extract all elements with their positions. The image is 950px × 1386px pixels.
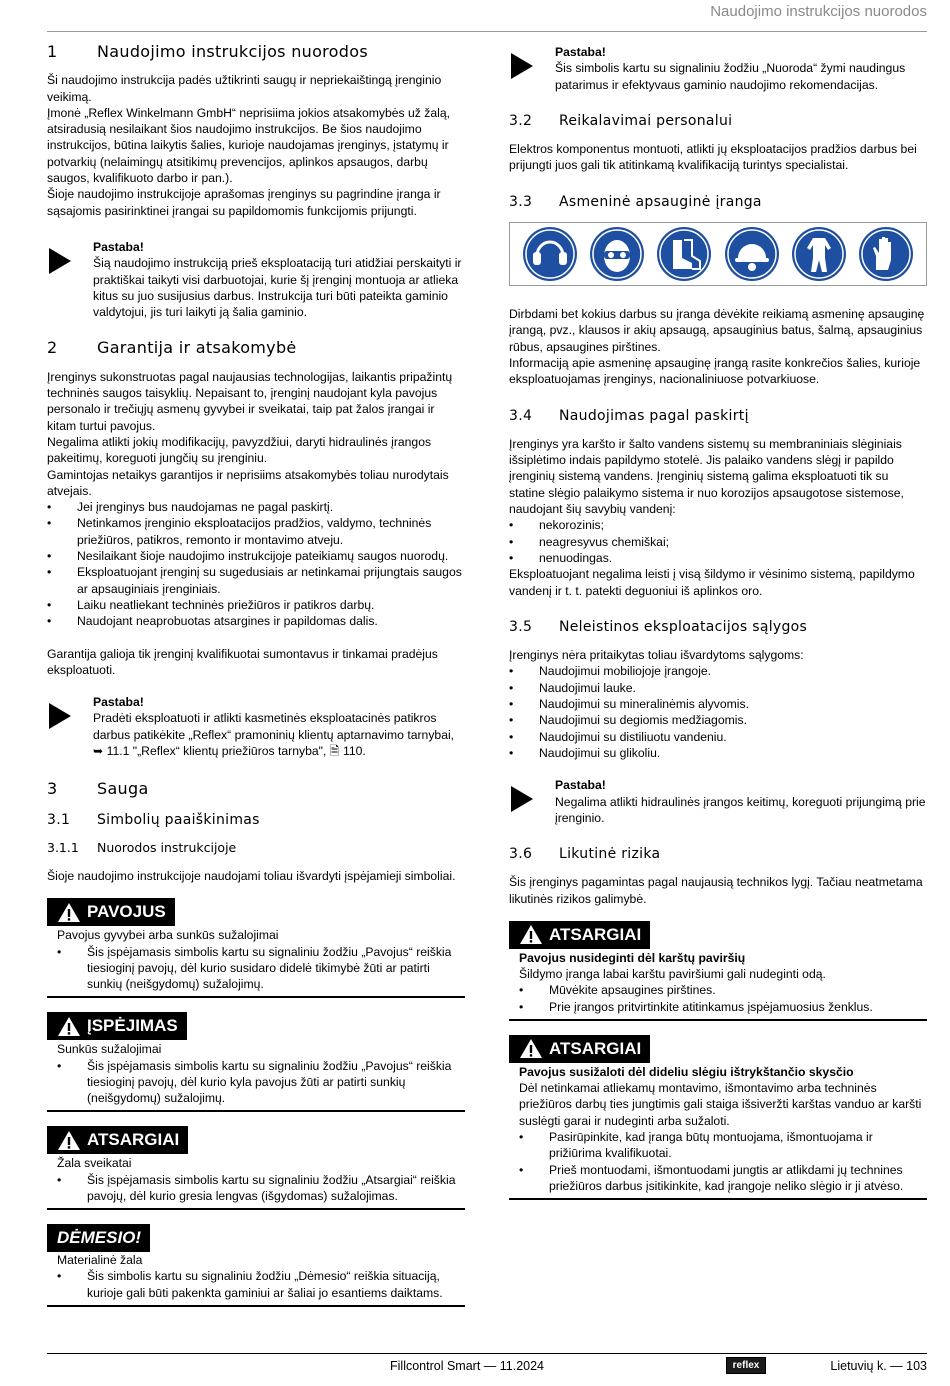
header-rule (47, 31, 927, 32)
section-number: 3.6 (509, 846, 533, 863)
section-title: Simbolių paaiškinimas (97, 811, 260, 828)
section-3-6-heading (509, 846, 927, 862)
warning-badge: ATSARGIAI (47, 1126, 188, 1154)
section-3-5-heading (509, 619, 927, 635)
note-text: Šią naudojimo instrukciją prieš eksploataciją turi atidžiai perskaityti ir praktiškai taikyti visi darbuotojai, kurie šį įrenginį montuoja ar atlieka kitus su juo susijusius darbus. Instrukcija turi būti pateikta gaminio valdytojui, jis turi laikyti ją šalia gaminio. (93, 256, 462, 320)
list-item: • Naudojimui mobiliojoje įrangoje. (509, 663, 927, 679)
section-title: Naudojimas pagal paskirtį (559, 407, 749, 424)
list-item: • Prieš montuodami, išmontuodami jungtis ar atlikdami jų technines priežiūros darbus įsitikinkite, kad įrangoje neliko slėgio ir ji atvėso. (519, 1162, 927, 1195)
section-number: 3.4 (509, 407, 533, 424)
paragraph: Informaciją apie asmeninę apsauginę įrangą rasite konkrečios šalies, kurioje eksploatuojamas įrenginys, nacionaliniuose potvarkiuose. (509, 355, 921, 387)
paragraph: Garantija galioja tik įrenginį kvalifikuotai sumontavus ir tinkamai pradėjus eksploatuoti. (47, 646, 438, 677)
list-item: • Eksploatuojant įrenginį su sugedusiais ar netinkamai prijungtais saugos ar apsauginiais įrenginiais. (47, 564, 465, 597)
paragraph: Negalima atlikti jokių modifikacijų, pavyzdžiui, daryti hidraulinės įrangos pakeitimų, koreguoti jungčių su įrenginiu. (47, 434, 432, 466)
reflex-logo: reflex (726, 1357, 766, 1374)
note-text: Šis simbolis kartu su signaliniu žodžiu „Nuoroda“ žymi naudingus patarimus ir efektyvaus gaminio naudojimo rekomendacijas. (555, 61, 906, 92)
note-arrow-icon (509, 777, 555, 826)
ear-protection-icon (522, 226, 578, 282)
list-item: • Naudojant neaprobuotas atsargines ir papildomas dalis. (47, 613, 465, 629)
note-arrow-icon (47, 694, 93, 759)
list-item: • Naudojimui su degiomis medžiagomis. (509, 712, 927, 728)
warning-triangle-icon (57, 1130, 81, 1151)
left-column (47, 44, 465, 1307)
warning-text: Šildymo įranga labai karštu paviršiumi gali nudeginti odą. (519, 967, 826, 982)
warning-block-notice (47, 1224, 465, 1307)
list-item: • nekorozinis; (509, 517, 927, 533)
gloves-icon (858, 226, 914, 282)
section-title: Likutinė rizika (559, 846, 661, 863)
list-item: • Pasirūpinkite, kad įranga būtų montuojama, išmontuojama ir prižiūrima kvalifikuotai. (519, 1129, 927, 1162)
warning-subtitle: Materialinė žala (57, 1253, 143, 1268)
paragraph: Šioje naudojimo instrukcijoje naudojami toliau išvardyti įspėjamieji simboliai. (47, 869, 456, 884)
section-title: Naudojimo instrukcijos nuorodos (97, 42, 368, 61)
note-box (47, 239, 465, 320)
list-item: • Jei įrenginys bus naudojamas ne pagal paskirtį. (47, 499, 465, 515)
section-title: Garantija ir atsakomybė (97, 338, 297, 358)
list-item: • Prie įrangos pritvirtinkite atitinkamus įspėjamuosius ženklus. (519, 999, 927, 1015)
warning-badge: ĮSPĖJIMAS (47, 1012, 187, 1040)
warning-badge: PAVOJUS (47, 898, 175, 926)
warning-block-danger (47, 898, 465, 998)
warning-badge: ATSARGIAI (509, 921, 650, 949)
paragraph: Ši naudojimo instrukcija padės užtikrinti saugų ir nepriekaištingą įrenginio veikimą. (47, 73, 442, 104)
paragraph: Elektros komponentus montuoti, atlikti jų eksploatacijos pradžios darbus bei prijungti juos gali tik atitinkamą kvalifikaciją turintys specialistai. (509, 142, 917, 173)
section-title: Neleistinos eksploatacijos sąlygos (559, 618, 808, 635)
eye-protection-icon (589, 226, 645, 282)
warning-block-pressure (509, 1035, 927, 1200)
section-number: 3.1 (47, 811, 71, 828)
warning-triangle-icon (519, 1038, 543, 1059)
bullet-list (509, 663, 927, 761)
section-title: Sauga (97, 779, 149, 799)
paragraph: Šioje naudojimo instrukcijoje aprašomas įrenginys su pagrindine įranga ir sąsajomis pasirinktinei įrangai su papildomomis funkcijomis prijungti. (47, 187, 441, 218)
paragraph: Įmonė „Reflex Winkelmann GmbH“ neprisiima jokios atsakomybės už žalą, atsiradusią nesilaikant šios naudojimo instrukcijos. Be šios naudojimo instrukcijos, būtina laikytis šalies, kurioje naudojamas įrenginys, įstatymų ir potvarkių (nelaimingų atsitikimų prevencijos, aplinkos apsaugos, darbų saugos, kvalifikuoto darbo ir pan.). (47, 105, 451, 186)
note-box (509, 777, 927, 826)
list-item: • Laiku neatliekant techninės priežiūros ir patikros darbų. (47, 597, 465, 613)
paragraph: Šis įrenginys pagamintas pagal naujausią technikos lygį. Tačiau neatmetama likutinės rizikos galimybė. (509, 875, 923, 906)
section-number: 3 (47, 779, 58, 799)
warning-triangle-icon (57, 1016, 81, 1037)
note-text: Pradėti eksploatuoti ir atlikti kasmetinės eksploatacinės patikros darbus patikėkite „Reflex“ pramoninių klientų aptarnavimo tarnybai, ➥ 11.1 "„Reflex“ klientų priežiūros tarnyba", 🗎 110. (93, 711, 455, 758)
list-item: • Mūvėkite apsaugines pirštines. (519, 982, 927, 998)
section-number: 3.5 (509, 618, 533, 635)
section-number: 3.1.1 (47, 839, 79, 855)
section-3-3-heading (509, 194, 927, 210)
note-box (47, 694, 465, 759)
list-item: • Šis įspėjamasis simbolis kartu su signaliniu žodžiu „Pavojus“ reiškia tiesioginį pavojų, dėl kurio kyla pavojus žūti ar patirti sunkių (neišgydomų) sužalojimų. (57, 1058, 465, 1107)
section-number: 2 (47, 338, 58, 358)
warning-triangle-icon (57, 902, 81, 923)
list-item: • Šis įspėjamasis simbolis kartu su signaliniu žodžiu „Atsargiai“ reiškia pavojų, dėl kurio gresia lengvas (išgydomas) sužalojimas. (57, 1172, 465, 1205)
warning-title: Pavojus nusideginti dėl karštų paviršių (519, 950, 746, 965)
paragraph: Dirbdami bet kokius darbus su įranga dėvėkite reikiamą asmeninę apsauginę įrangą, pvz., klausos ir akių apsaugą, apsauginius batus, šalmą, apsauginius rūbus, apsaugines pirštines. (509, 307, 925, 354)
note-label: Pastaba! (93, 239, 144, 254)
warning-badge: DĖMESIO! (47, 1224, 150, 1252)
list-item: • nenuodingas. (509, 550, 927, 566)
warning-badge: ATSARGIAI (509, 1035, 650, 1063)
section-number: 3.2 (509, 112, 533, 129)
paragraph: Įrenginys sukonstruotas pagal naujausias technologijas, laikantis pripažintų techninės saugos taisyklių. Nepaisant to, įrenginį naudojant kyla pavojus personalo ir trečiųjų asmenų gyvybei ir sveikatai, taip pat žalos įrangai ir kitam turtui pavojus. (47, 369, 453, 433)
list-item: • Šis įspėjamasis simbolis kartu su signaliniu žodžiu „Pavojus“ reiškia tiesioginį pavojų, dėl kurio susidaro didelė tikimybė žūti ar patirti sunkių (neišgydomų) sužalojimų. (57, 944, 465, 993)
warning-triangle-icon (519, 924, 543, 945)
list-item: • Naudojimui lauke. (509, 680, 927, 696)
safety-boots-icon (656, 226, 712, 282)
list-item: • Šis simbolis kartu su signaliniu žodžiu „Dėmesio“ reiškia situaciją, kurioje gali būti pakenkta gaminiui ar šaliai jo esantiems daiktams. (57, 1268, 465, 1301)
list-item: • Nesilaikant šioje naudojimo instrukcijoje pateikiamų saugos nuorodų. (47, 548, 465, 564)
section-number: 1 (47, 42, 58, 61)
section-3-heading (47, 781, 465, 797)
list-item: • Netinkamos įrenginio eksploatacijos pradžios, valdymo, techninės priežiūros, patikros, remonto ir montavimo atveju. (47, 515, 465, 548)
bullet-list (47, 499, 465, 629)
section-3-1-1-heading (47, 840, 465, 856)
section-number: 3.3 (509, 193, 533, 210)
note-arrow-icon (509, 44, 555, 93)
warning-title: Pavojus susižaloti dėl dideliu slėgiu ištrykštančio skysčio (519, 1064, 854, 1079)
warning-block-hot-surface (509, 921, 927, 1021)
ppe-icons-strip (509, 222, 927, 286)
section-title: Reikalavimai personalui (559, 112, 733, 129)
section-2-heading (47, 340, 465, 356)
note-label: Pastaba! (555, 778, 606, 793)
right-column (509, 44, 927, 1200)
protective-clothing-icon (791, 226, 847, 282)
section-3-4-heading (509, 408, 927, 424)
note-label: Pastaba! (555, 45, 606, 59)
page-header-title: Naudojimo instrukcijos nuorodos (710, 3, 927, 20)
warning-subtitle: Žala sveikatai (57, 1156, 132, 1171)
warning-block-caution (47, 1126, 465, 1210)
note-text: Negalima atlikti hidraulinės įrangos keitimų, koreguoti prijungimą prie įrenginio. (555, 794, 926, 825)
list-item: • neagresyvus chemiškai; (509, 534, 927, 550)
footer-product: Fillcontrol Smart — 11.2024 (390, 1359, 544, 1373)
section-3-1-heading (47, 812, 465, 828)
paragraph: Įrenginys nėra pritaikytas toliau išvardytoms sąlygoms: (509, 648, 804, 663)
footer-rule (47, 1353, 927, 1354)
paragraph: Eksploatuojant negalima leisti į visą šildymo ir vėsinimo sistemą, papildymo vandenį ir t. t. patekti deguoniui iš aplinkos oro. (509, 567, 915, 598)
list-item: • Naudojimui su mineralinėmis alyvomis. (509, 696, 927, 712)
warning-block-warning (47, 1012, 465, 1112)
bullet-list (509, 517, 927, 566)
note-label: Pastaba! (93, 695, 144, 710)
warning-text: Dėl netinkamai atliekamų montavimo, išmontavimo arba techninės priežiūros darbų ties jungtimis gali staiga išsiveržti karštas vanduo ar karšti suslėgti garai ir nudeginti arba sužaloti. (519, 1081, 922, 1128)
section-1-heading (47, 44, 465, 60)
paragraph: Įrenginys yra karšto ir šalto vandens sistemų su membraniniais slėginiais išsiplėtimo indais papildymo stotelė. Jis palaiko vandens slėgį ir papildo įrenginių sistemą vandens. Įrenginių sistemą galima eksploatuoti tik su statine slėgio palaikymo sistema ir nuo korozijos apsaugotose sistemose, naudojant šių savybių vandenį: (509, 436, 904, 517)
section-3-2-heading (509, 113, 927, 129)
list-item: • Naudojimui su glikoliu. (509, 745, 927, 761)
warning-subtitle: Sunkūs sužalojimai (57, 1042, 162, 1057)
list-item: • Naudojimui su distiliuotu vandeniu. (509, 729, 927, 745)
paragraph: Gamintojas netaikys garantijos ir neprisiims atsakomybės toliau nurodytais atvejais. (47, 467, 449, 498)
section-title: Asmeninė apsauginė įranga (559, 193, 762, 210)
note-box (509, 44, 927, 93)
section-title: Nuorodos instrukcijoje (97, 839, 237, 855)
note-arrow-icon (47, 239, 93, 320)
helmet-icon (724, 226, 780, 282)
warning-subtitle: Pavojus gyvybei arba sunkūs sužalojimai (57, 928, 279, 943)
footer-page-number: Lietuvių k. — 103 (830, 1359, 927, 1373)
